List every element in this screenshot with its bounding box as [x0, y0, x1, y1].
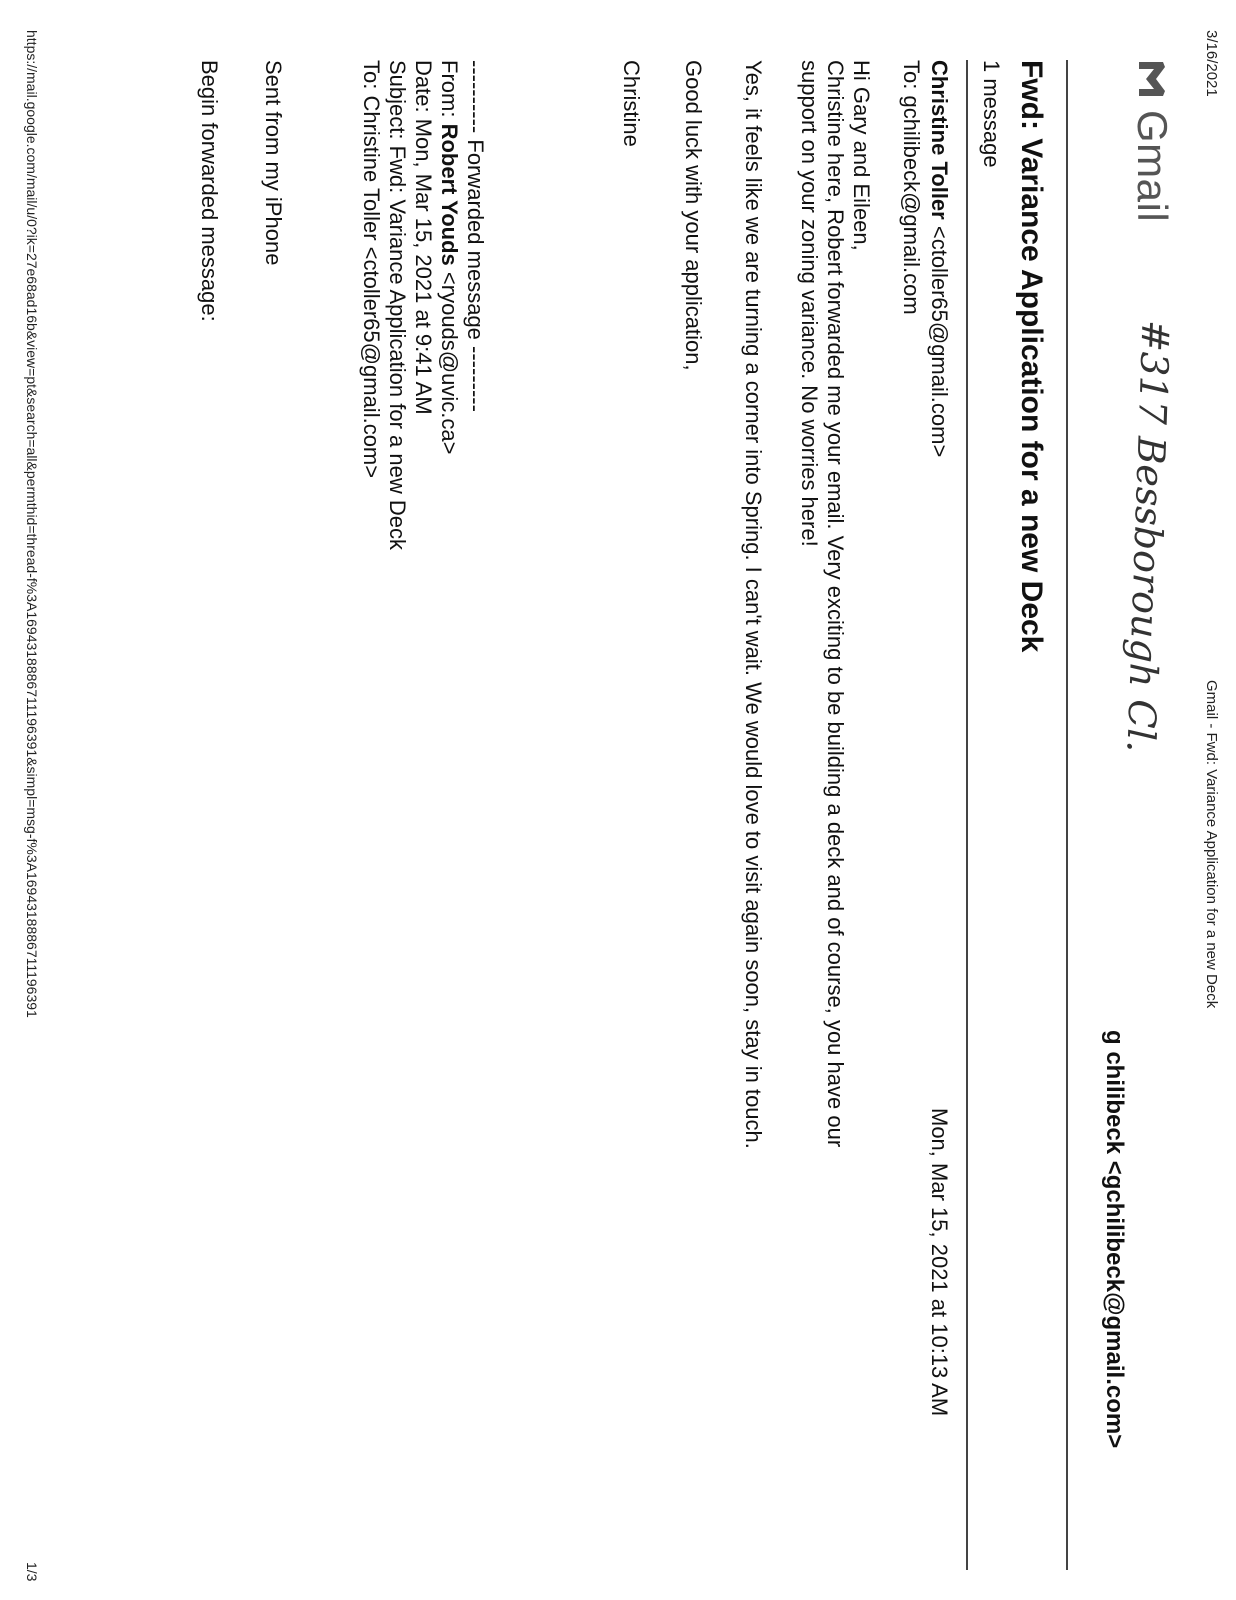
- body-greeting: Hi Gary and Eileen,: [849, 60, 874, 251]
- body-line: Christine here, Robert forwarded me your email. Very exciting to be building a deck and of course, you have our: [823, 60, 848, 1148]
- gmail-logo: [1128, 60, 1176, 222]
- gmail-logo-text: Gmail: [1129, 110, 1176, 223]
- forwarded-from-name: Robert Youds: [437, 123, 462, 266]
- forwarded-divider: ---------- Forwarded message ---------: [463, 60, 488, 412]
- account-label: g chilibeck <gchilibeck@gmail.com>: [1101, 1030, 1128, 1449]
- body-line: support on your zoning variance. No worries here!: [797, 60, 822, 547]
- sender-name: Christine Toller: [927, 60, 952, 220]
- message-recipient: To: gchilibeck@gmail.com: [899, 60, 924, 315]
- header-divider: [1066, 60, 1068, 1570]
- gmail-m-icon: [1137, 60, 1167, 98]
- forwarded-from: [436, 60, 462, 454]
- body-line: Yes, it feels like we are turning a corner into Spring. I can't wait. We would love to visit again soon, stay in touch.: [741, 60, 766, 1149]
- subject-divider: [966, 60, 968, 1570]
- sent-from-signature: Sent from my iPhone: [261, 60, 286, 266]
- print-page-number: 1/3: [24, 1562, 40, 1582]
- forwarded-to: To: Christine Toller <ctoller65@gmail.com>: [359, 60, 384, 479]
- print-title: Gmail - Fwd: Variance Application for a new Deck: [1203, 680, 1220, 1009]
- forwarded-from-email: <ryouds@uvic.ca>: [437, 271, 462, 455]
- body-signoff: Christine: [619, 60, 644, 147]
- message-sender: [926, 60, 952, 457]
- handwritten-note: #317 Bessborough Cl.: [1118, 319, 1178, 754]
- message-count: 1 message: [979, 60, 1004, 168]
- print-date: 3/16/2021: [1203, 30, 1220, 97]
- print-url: https://mail.google.com/mail/u/0?ik=27e68ad16b&view=pt&search=all&permthid=thread-f%3A1694318886711196391&simpl=msg-f%3A1694318886711196391: [24, 30, 40, 1018]
- forwarded-date: Date: Mon, Mar 15, 2021 at 9:41 AM: [411, 60, 436, 415]
- sender-email: <ctoller65@gmail.com>: [927, 225, 952, 458]
- body-line: Good luck with your application,: [681, 60, 706, 371]
- begin-forwarded-label: Begin forwarded message:: [197, 60, 222, 322]
- forwarded-subject: Subject: Fwd: Variance Application for a new Deck: [385, 60, 410, 550]
- thread-subject: Fwd: Variance Application for a new Deck: [1015, 60, 1048, 653]
- message-date: Mon, Mar 15, 2021 at 10:13 AM: [927, 1108, 952, 1417]
- forwarded-from-label: From:: [437, 60, 462, 118]
